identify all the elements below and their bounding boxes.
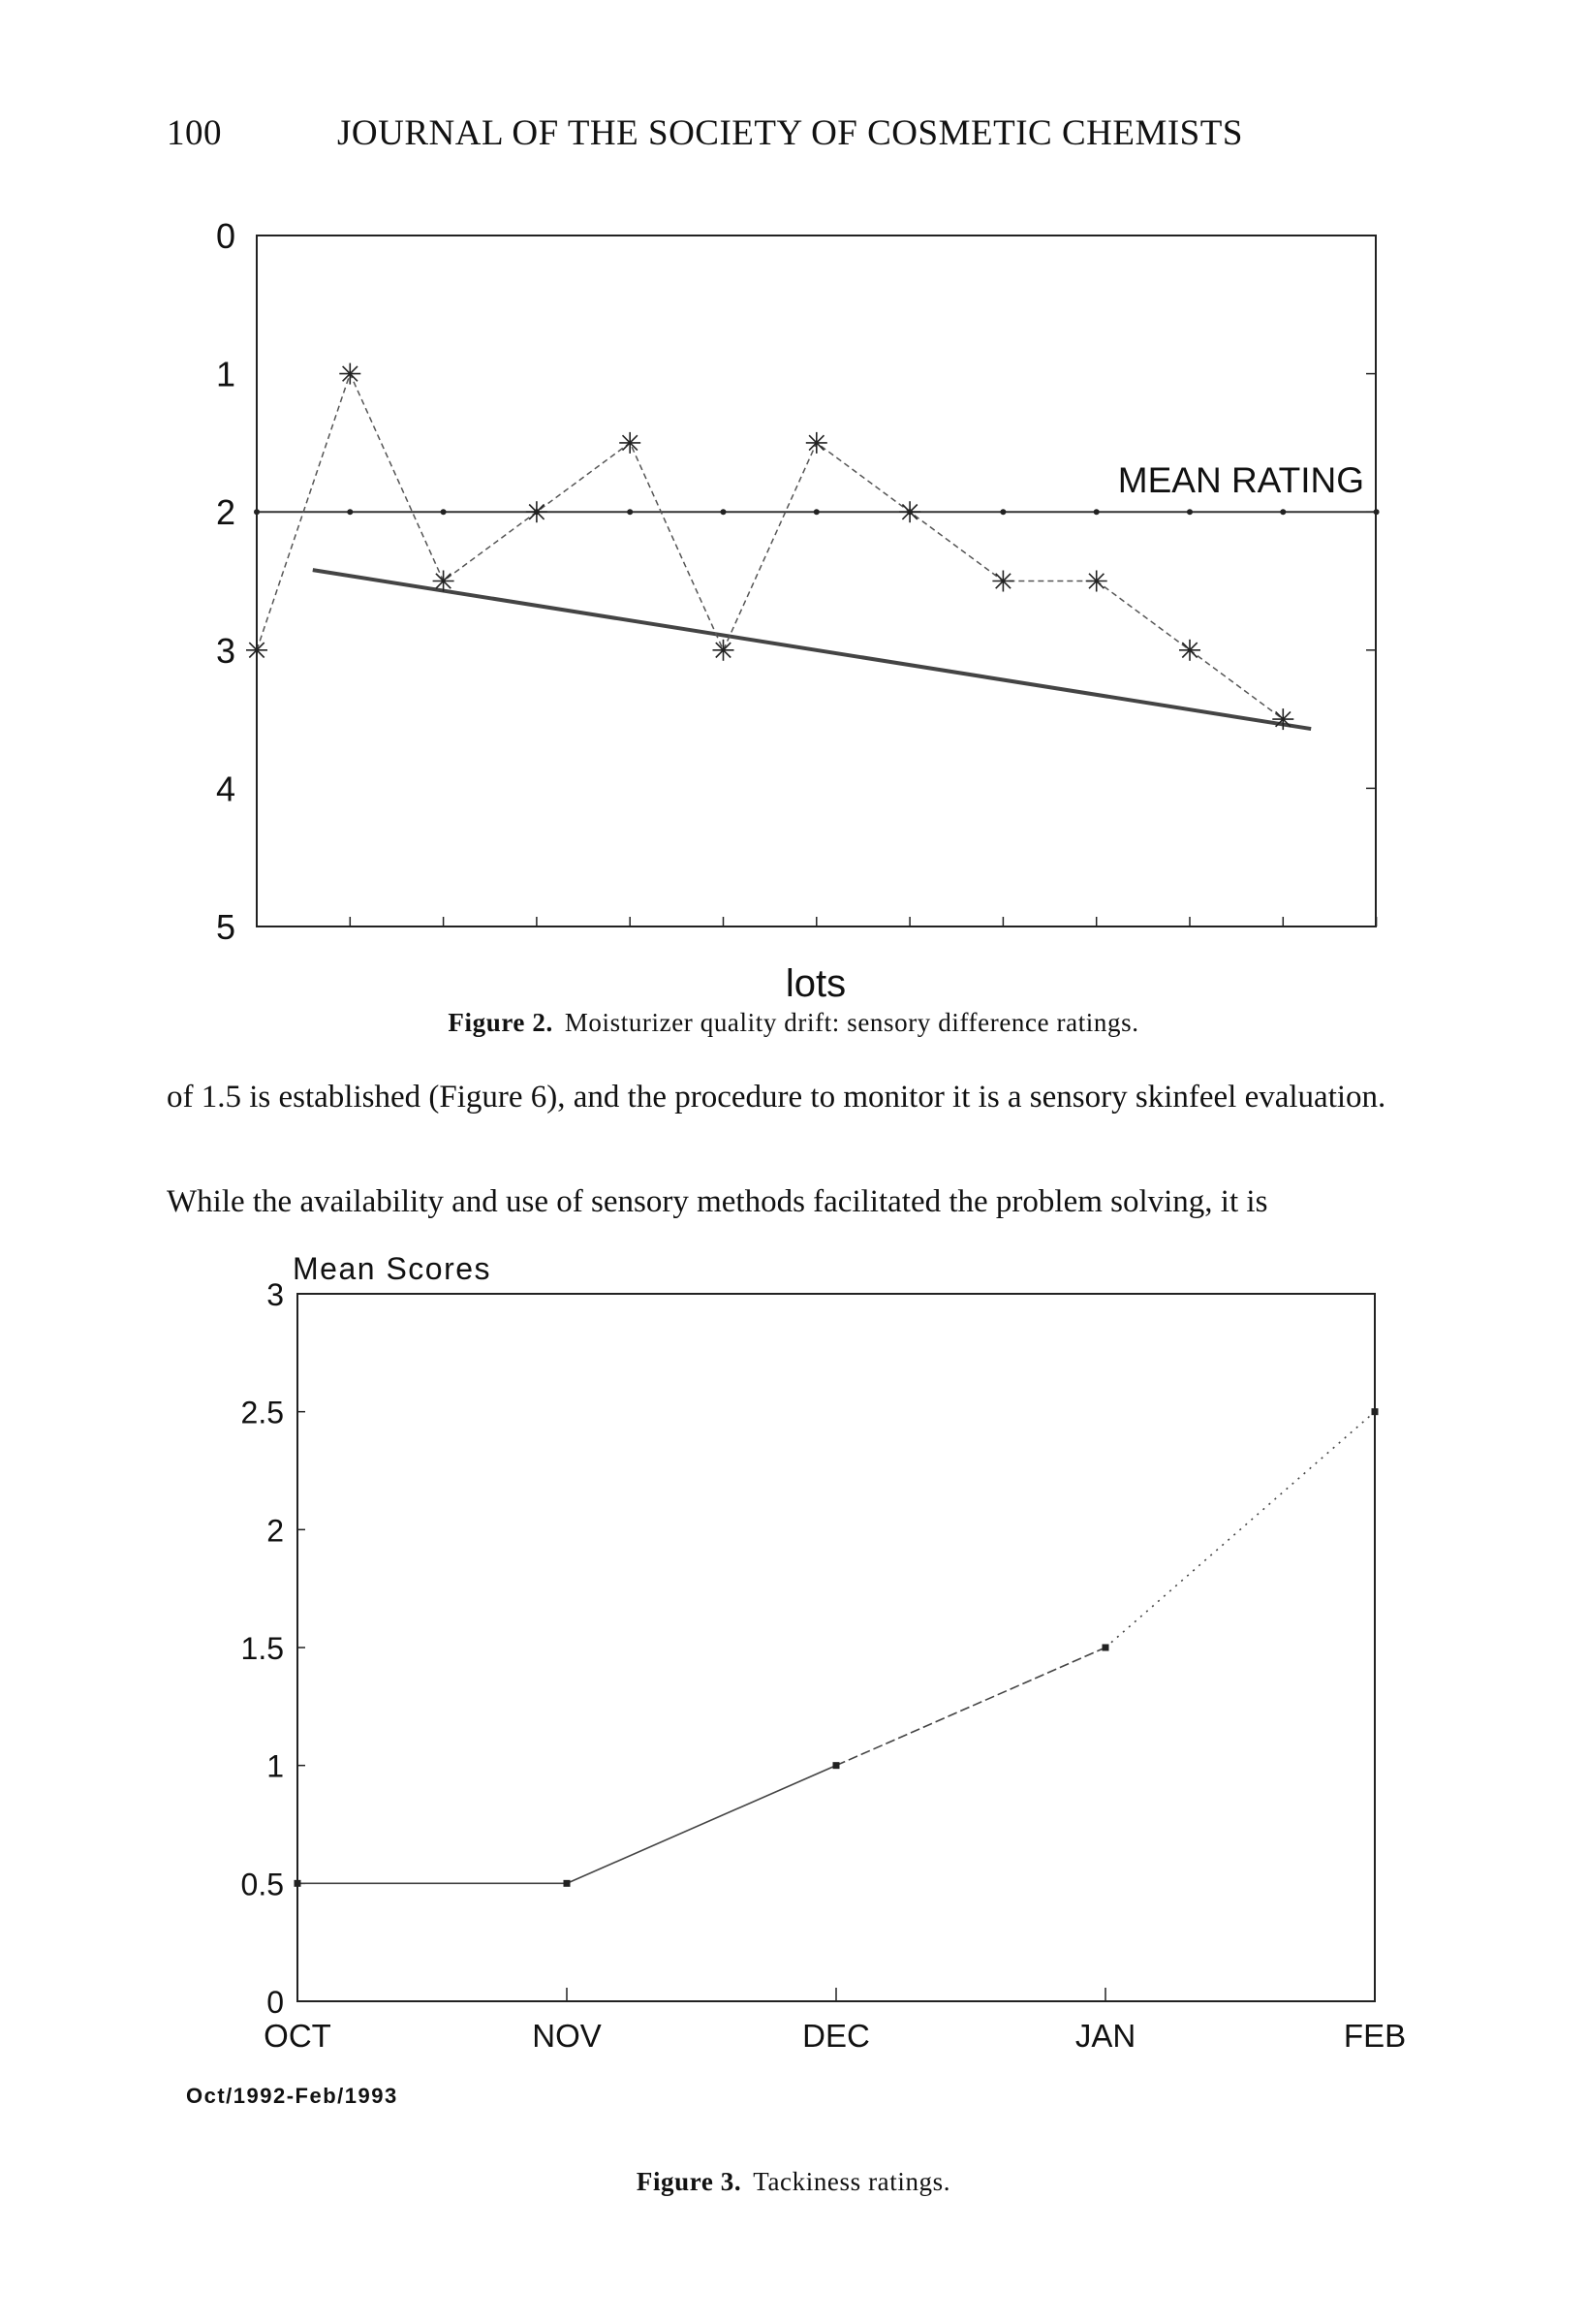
fig3-y-tick-label: 0 — [266, 1985, 284, 2020]
mean-rating-point — [1280, 509, 1286, 515]
fig3-x-note: Oct/1992-Feb/1993 — [186, 2084, 398, 2108]
rating-point — [619, 432, 640, 454]
figure-3-label: Figure 3. — [636, 2167, 742, 2196]
mean-rating-point — [347, 509, 353, 515]
fig3-y-tick-label: 0.5 — [240, 1867, 284, 1902]
fig3-x-tick-label: FEB — [1343, 2018, 1407, 2054]
mean-rating-point — [1000, 509, 1006, 515]
fig2-plot-frame — [257, 236, 1376, 926]
rating-point — [713, 640, 734, 661]
page-number: 100 — [167, 113, 222, 153]
figure-2-caption-text: Moisturizer quality drift: sensory difference ratings. — [564, 1008, 1139, 1037]
mean-rating-point — [1374, 509, 1380, 515]
fig2-y-tick-label: 4 — [215, 769, 236, 809]
mean-rating-point — [441, 509, 447, 515]
mean-rating-annotation: MEAN RATING — [1117, 460, 1364, 500]
fig3-y-tick-label: 3 — [266, 1277, 284, 1312]
mean-rating-point — [721, 509, 727, 515]
rating-point — [433, 571, 454, 592]
fig3-x-tick-label: DEC — [802, 2018, 870, 2054]
figure-2-chart — [0, 0, 1587, 1008]
figure-2-caption — [0, 1008, 1587, 1038]
fig2-y-tick-label: 1 — [215, 354, 236, 394]
fig3-plot-frame — [297, 1294, 1375, 2001]
mean-rating-point — [1094, 509, 1100, 515]
rating-point — [1179, 640, 1200, 661]
figure-2-label: Figure 2. — [448, 1008, 553, 1037]
mean-rating-point — [254, 509, 260, 515]
rating-series-line — [257, 374, 1283, 719]
tackiness-point — [1103, 1645, 1109, 1651]
mean-rating-point — [1187, 509, 1193, 515]
fig3-x-tick-label: JAN — [1074, 2018, 1136, 2054]
rating-point — [806, 432, 827, 454]
rating-point — [992, 571, 1013, 592]
tackiness-series-segment — [1105, 1412, 1375, 1648]
tackiness-point — [1372, 1408, 1379, 1415]
mean-rating-point — [814, 509, 820, 515]
fig2-y-tick-label: 3 — [215, 630, 236, 671]
mean-rating-point — [627, 509, 633, 515]
fig3-y-tick-label: 2 — [266, 1513, 284, 1549]
fig3-x-tick-label: NOV — [532, 2018, 602, 2054]
fig3-y-tick-label: 1.5 — [240, 1631, 284, 1666]
rating-point — [246, 640, 267, 661]
tackiness-series-segment — [567, 1766, 836, 1884]
trend-line — [313, 570, 1311, 729]
figure-3-caption — [0, 2167, 1587, 2197]
rating-point — [899, 501, 920, 522]
fig2-y-tick-label: 0 — [215, 216, 236, 256]
body-paragraph-1: of 1.5 is established (Figure 6), and the procedure to monitor it is a sensory skinfeel evaluation. — [167, 1080, 1386, 1115]
tackiness-point — [295, 1880, 301, 1887]
fig3-y-tick-label: 1 — [266, 1748, 284, 1784]
fig3-title: Mean Scores — [293, 1251, 492, 1286]
figure-3-caption-text: Tackiness ratings. — [753, 2167, 951, 2196]
fig3-x-tick-label: OCT — [264, 2018, 331, 2054]
rating-point — [1086, 571, 1107, 592]
fig2-y-tick-label: 2 — [215, 492, 236, 533]
rating-point — [526, 501, 547, 522]
rating-point — [1272, 708, 1293, 730]
tackiness-point — [833, 1762, 840, 1769]
fig2-x-axis-label: lots — [785, 962, 847, 1005]
tackiness-point — [564, 1880, 571, 1887]
journal-title: JOURNAL OF THE SOCIETY OF COSMETIC CHEMISTS — [337, 113, 1243, 153]
fig3-y-tick-label: 2.5 — [240, 1395, 284, 1430]
rating-point — [339, 363, 360, 385]
fig2-y-tick-label: 5 — [215, 907, 236, 947]
body-paragraph-2: While the availability and use of sensory methods facilitated the problem solving, it is — [167, 1184, 1268, 1219]
tackiness-series-segment — [836, 1648, 1105, 1766]
